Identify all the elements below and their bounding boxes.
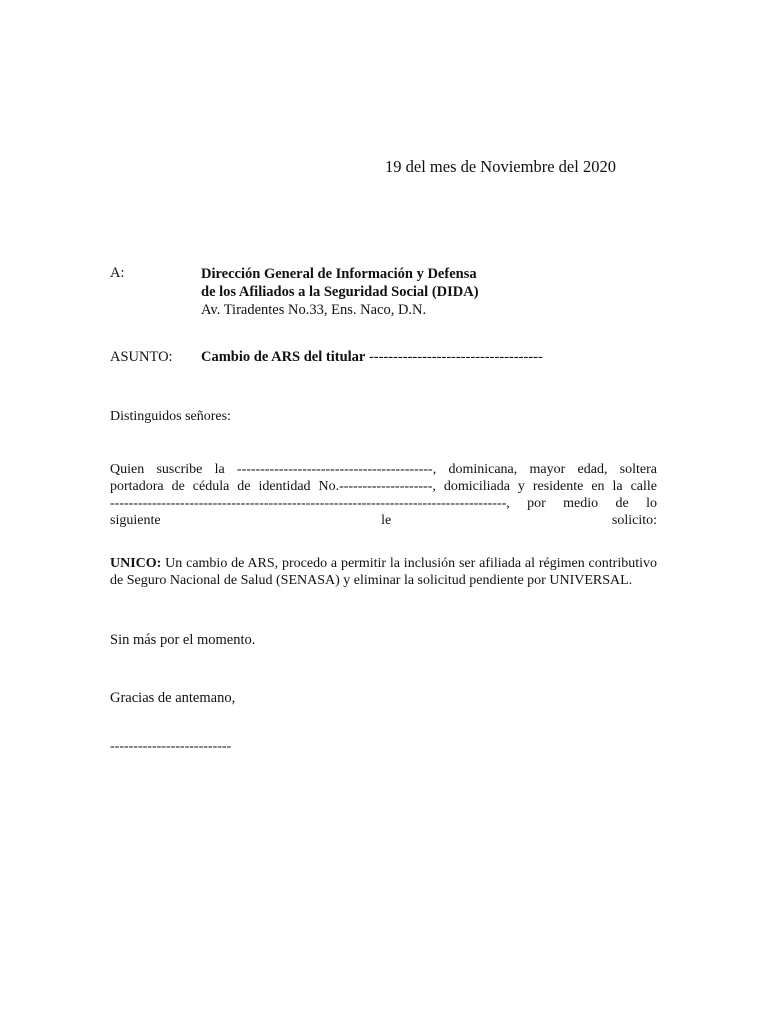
recipient-line-3: Av. Tiradentes No.33, Ens. Naco, D.N. (201, 302, 427, 318)
subject-label: ASUNTO: (110, 349, 173, 365)
subject-dashes: ------------------------------------ (365, 349, 543, 365)
letter-date: 19 del mes de Noviembre del 2020 (385, 157, 616, 176)
body-paragraph-2 (110, 555, 657, 589)
signature-line: -------------------------- (110, 739, 232, 754)
body-line-1: Quien suscribe la ------------------------------------------, dominicana, mayor edad, soltera (110, 462, 657, 477)
body-paragraph-1 (110, 461, 657, 529)
body-line-4: siguiente le solicito: (110, 513, 657, 528)
body-text: Un cambio de ARS, procedo a permitir la inclusión ser afiliada al régimen contributivo de Seguro Nacional de Salud (SENASA) y eliminar la solicitud pendiente por UNIVERSAL. (110, 556, 657, 588)
body-line-2: portadora de cédula de identidad No.--------------------, domiciliada y residente en la calle (110, 479, 657, 494)
recipient-line-1: Dirección General de Información y Defensa (201, 266, 477, 282)
closing-thanks: Gracias de antemano, (110, 690, 236, 706)
subject-title: Cambio de ARS del titular (201, 349, 366, 365)
body-lead: UNICO: (110, 556, 162, 571)
recipient-line-2: de los Afiliados a la Seguridad Social (DIDA) (201, 284, 479, 300)
closing-remark: Sin más por el momento. (110, 632, 256, 648)
body-line-3: -------------------------------------------------------------------------------------, por medio de lo (110, 496, 657, 511)
subject-line (201, 349, 543, 366)
recipient-label: A: (110, 265, 125, 281)
greeting: Distinguidos señores: (110, 409, 231, 424)
recipient-address (201, 265, 479, 319)
